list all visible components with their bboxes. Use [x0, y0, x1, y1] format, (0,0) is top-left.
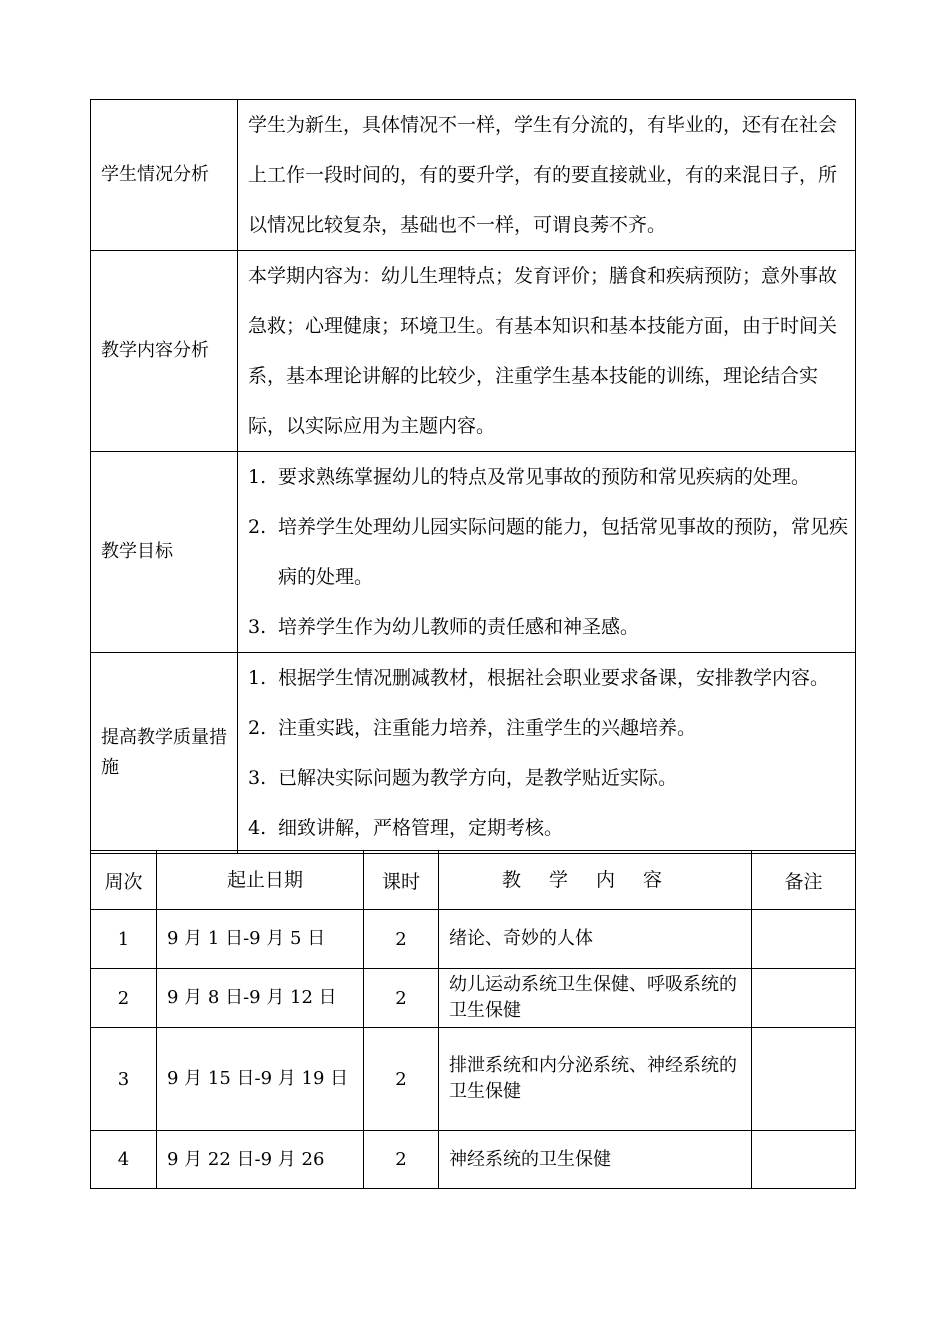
section-teaching-goals — [91, 452, 856, 653]
header-content: 教学内容 — [439, 851, 752, 910]
header-hours: 课时 — [364, 851, 439, 910]
table-row: 3 9 月 15 日-9 月 19 日 2 排泄系统和内分泌系统、神经系统的卫生保健 — [91, 1028, 856, 1131]
list-item: 1. 要求熟练掌握幼儿的特点及常见事故的预防和常见疾病的处理。 — [248, 466, 811, 488]
list-item: 3. 培养学生作为幼儿教师的责任感和神圣感。 — [248, 616, 640, 638]
schedule-header-row — [91, 851, 856, 910]
header-dates: 起止日期 — [157, 851, 364, 910]
table-row: 1 9 月 1 日-9 月 5 日 2 绪论、奇妙的人体 — [91, 910, 856, 969]
measure-list — [248, 653, 849, 853]
plan-analysis-table — [90, 99, 856, 854]
list-item: 2. 培养学生处理幼儿园实际问题的能力，包括常见事故的预防，常见疾病的处理。 — [248, 516, 849, 588]
header-note: 备注 — [752, 851, 856, 910]
weekly-schedule-table — [90, 850, 856, 1189]
header-week: 周次 — [91, 851, 157, 910]
section-label: 学生情况分析 — [91, 100, 238, 251]
list-item: 1. 根据学生情况删减教材，根据社会职业要求备课，安排教学内容。 — [248, 667, 830, 689]
section-label: 教学目标 — [91, 452, 238, 653]
table-row: 2 9 月 8 日-9 月 12 日 2 幼儿运动系统卫生保健、呼吸系统的卫生保健 — [91, 969, 856, 1028]
section-label: 教学内容分析 — [91, 251, 238, 452]
section-text: 学生为新生，具体情况不一样，学生有分流的，有毕业的，还有在社会上工作一段时间的，有的要升学，有的要直接就业，有的来混日子，所以情况比较复杂，基础也不一样，可谓良莠不齐。 — [248, 114, 838, 236]
list-item: 2. 注重实践，注重能力培养，注重学生的兴趣培养。 — [248, 717, 697, 739]
list-item: 3. 已解决实际问题为教学方向，是教学贴近实际。 — [248, 767, 678, 789]
list-item: 4. 细致讲解，严格管理，定期考核。 — [248, 817, 564, 839]
section-content-analysis — [91, 251, 856, 452]
section-student-analysis — [91, 100, 856, 251]
table-row: 4 9 月 22 日-9 月 26 2 神经系统的卫生保健 — [91, 1131, 856, 1189]
section-label: 提高教学质量措施 — [91, 653, 238, 854]
section-quality-measures — [91, 653, 856, 854]
goal-list — [248, 452, 849, 652]
section-text: 本学期内容为：幼儿生理特点；发育评价；膳食和疾病预防；意外事故急救；心理健康；环境卫生。有基本知识和基本技能方面，由于时间关系，基本理论讲解的比较少，注重学生基本技能的训练，理论结合实际，以实际应用为主题内容。 — [248, 265, 838, 437]
